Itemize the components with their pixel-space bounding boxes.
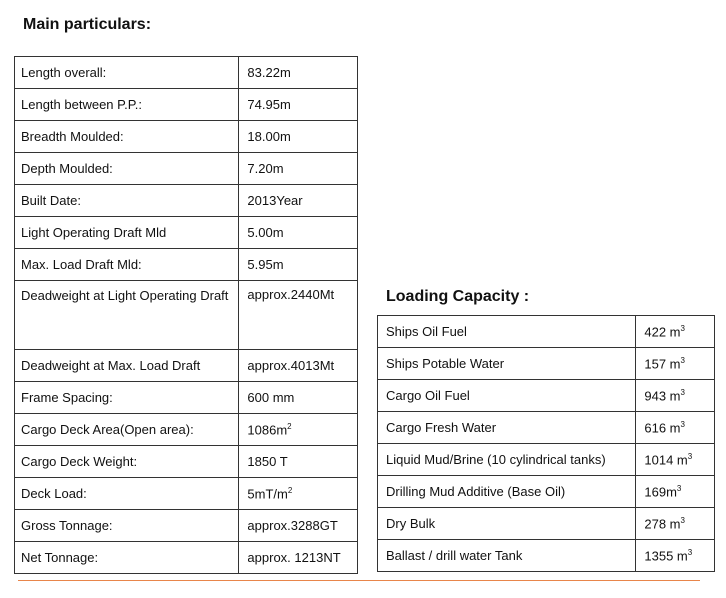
main-particulars-heading: Main particulars: [23, 16, 152, 33]
row-label: Drilling Mud Additive (Base Oil) [378, 476, 636, 508]
table-row [15, 510, 358, 542]
row-label: Cargo Oil Fuel [378, 380, 636, 412]
row-label: Gross Tonnage: [15, 510, 239, 542]
table-row [15, 89, 358, 121]
row-value [636, 380, 715, 412]
table-row [15, 185, 358, 217]
value-text: 7.20m [247, 161, 284, 176]
value-text: 2013Year [247, 193, 303, 208]
row-value [636, 540, 715, 572]
table-row [378, 540, 715, 572]
table-row [378, 380, 715, 412]
value-text: approx.4013Mt [247, 358, 335, 373]
value-text: approx. 1213NT [247, 550, 341, 565]
unit-superscript: 3 [680, 355, 685, 365]
row-value [239, 89, 358, 121]
value-text: approx.2440Mt [247, 287, 335, 302]
table-row [15, 414, 358, 446]
unit-superscript: 3 [676, 483, 682, 493]
row-value [636, 348, 715, 380]
table-row [378, 316, 715, 348]
unit-superscript: 2 [287, 485, 293, 495]
value-text: 5.95m [247, 257, 284, 272]
unit-superscript: 2 [287, 421, 292, 431]
value-text: 5mT/m [247, 486, 288, 502]
row-label: Ships Potable Water [378, 348, 636, 380]
row-value [239, 217, 358, 249]
row-label: Cargo Fresh Water [378, 412, 636, 444]
value-text: 1086m [247, 422, 288, 438]
row-value [239, 382, 358, 414]
table-row [15, 446, 358, 478]
table-row [378, 476, 715, 508]
row-value [239, 446, 358, 478]
value-text: 600 mm [247, 390, 295, 405]
value-text: 18.00m [247, 129, 291, 144]
unit-superscript: 3 [680, 419, 685, 429]
row-value [636, 508, 715, 540]
value-text: 1355 m [644, 548, 688, 564]
table-row [15, 249, 358, 281]
row-label: Length between P.P.: [15, 89, 239, 121]
value-text: approx.3288GT [247, 518, 338, 533]
row-label: Dry Bulk [378, 508, 636, 540]
value-text: 943 m [644, 388, 681, 404]
value-text: 157 m [644, 356, 681, 372]
table-row [15, 350, 358, 382]
row-label: Max. Load Draft Mld: [15, 249, 239, 281]
value-text: 278 m [644, 516, 681, 532]
row-value [239, 153, 358, 185]
row-label: Depth Moulded: [15, 153, 239, 185]
row-value [636, 316, 715, 348]
row-label: Length overall: [15, 57, 239, 89]
table-row [15, 57, 358, 89]
loading-capacity-heading: Loading Capacity : [386, 288, 530, 305]
unit-superscript: 3 [680, 323, 685, 333]
value-text: 1014 m [644, 452, 688, 468]
row-value [239, 57, 358, 89]
value-text: 5.00m [247, 225, 284, 240]
row-label: Deadweight at Max. Load Draft [15, 350, 239, 382]
table-row [378, 508, 715, 540]
row-value [239, 281, 358, 350]
row-label: Light Operating Draft Mld [15, 217, 239, 249]
table-row [15, 153, 358, 185]
row-value [239, 350, 358, 382]
value-text: 1850 T [247, 454, 288, 469]
loading-capacity-table [377, 315, 715, 572]
row-label: Frame Spacing: [15, 382, 239, 414]
unit-superscript: 3 [687, 547, 693, 557]
main-particulars-table [14, 56, 358, 574]
table-row [15, 478, 358, 510]
table-row [15, 542, 358, 574]
table-row [15, 382, 358, 414]
row-value [239, 542, 358, 574]
row-label: Cargo Deck Area(Open area): [15, 414, 239, 446]
row-label: Breadth Moulded: [15, 121, 239, 153]
value-text: 83.22m [247, 65, 291, 80]
row-label: Liquid Mud/Brine (10 cylindrical tanks) [378, 444, 636, 476]
row-value [239, 121, 358, 153]
row-label: Deadweight at Light Operating Draft [15, 281, 239, 350]
row-value [239, 478, 358, 510]
value-text: 616 m [644, 420, 681, 436]
table-row [15, 121, 358, 153]
table-row [378, 412, 715, 444]
row-value [636, 476, 715, 508]
table-row [378, 444, 715, 476]
row-label: Built Date: [15, 185, 239, 217]
row-label: Ships Oil Fuel [378, 316, 636, 348]
unit-superscript: 3 [680, 515, 685, 525]
table-row [378, 348, 715, 380]
value-text: 74.95m [247, 97, 291, 112]
value-text: 422 m [644, 324, 681, 340]
unit-superscript: 3 [680, 387, 685, 397]
row-value [636, 412, 715, 444]
table-row [15, 217, 358, 249]
footer-divider [18, 580, 700, 581]
row-value [239, 510, 358, 542]
row-value [239, 249, 358, 281]
unit-superscript: 3 [687, 451, 693, 461]
row-label: Ballast / drill water Tank [378, 540, 636, 572]
row-value [239, 414, 358, 446]
row-label: Deck Load: [15, 478, 239, 510]
row-value [636, 444, 715, 476]
row-label: Cargo Deck Weight: [15, 446, 239, 478]
value-text: 169m [644, 484, 677, 500]
row-label: Net Tonnage: [15, 542, 239, 574]
row-value [239, 185, 358, 217]
table-row [15, 281, 358, 350]
